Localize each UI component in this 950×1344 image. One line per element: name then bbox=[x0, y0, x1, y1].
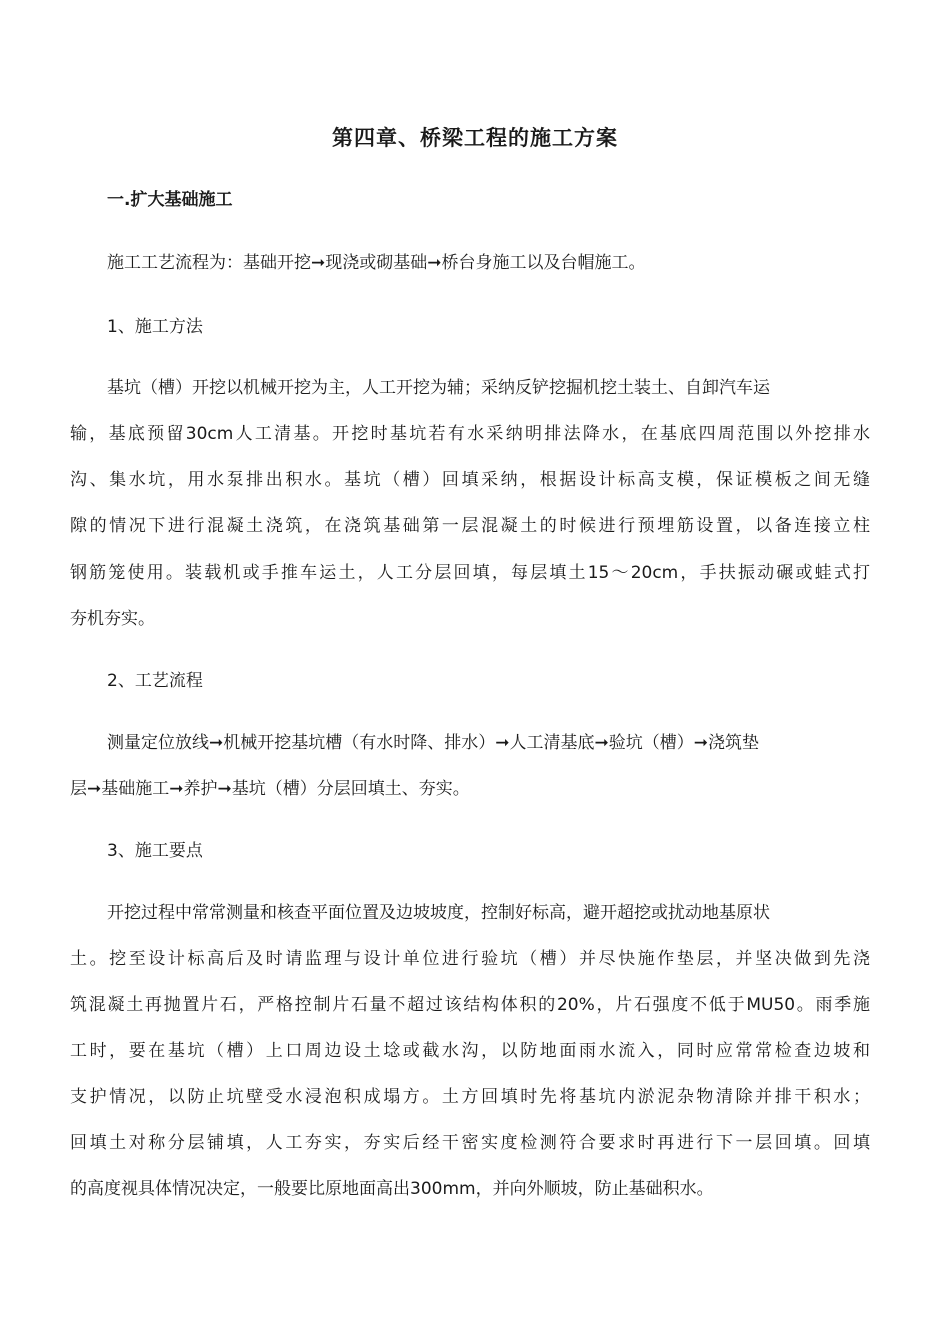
paragraph-line: 支护情况，以防止坑壁受水浸泡积成塌方。土方回填时先将基坑内淤泥杂物清除并排干积水； bbox=[70, 1087, 870, 1107]
sub-heading-method: 1、施工方法 bbox=[107, 317, 203, 337]
paragraph-line: 筑混凝土再抛置片石，严格控制片石量不超过该结构体积的20%，片石强度不低于MU50。雨季施 bbox=[70, 995, 870, 1015]
paragraph-line: 测量定位放线➞机械开挖基坑槽（有水时降、排水）➞人工清基底➞验坑（槽）➞浇筑垫 bbox=[107, 733, 759, 753]
paragraph-line: 土。挖至设计标高后及时请监理与设计单位进行验坑（槽）并尽快施作垫层，并坚决做到先浇 bbox=[70, 949, 870, 969]
paragraph-line: 层➞基础施工➞养护➞基坑（槽）分层回填土、夯实。 bbox=[70, 779, 470, 799]
sub-heading-process: 2、工艺流程 bbox=[107, 671, 203, 691]
flow-intro: 施工工艺流程为：基础开挖➞现浇或砌基础➞桥台身施工以及台帽施工。 bbox=[107, 253, 646, 273]
paragraph-line: 工时，要在基坑（槽）上口周边设土埝或截水沟，以防地面雨水流入，同时应常常检查边坡和 bbox=[70, 1041, 870, 1061]
paragraph-line: 基坑（槽）开挖以机械开挖为主，人工开挖为辅；采纳反铲挖掘机挖土装土、自卸汽车运 bbox=[107, 378, 770, 398]
chapter-title: 第四章、桥梁工程的施工方案 bbox=[332, 126, 618, 150]
paragraph-line: 的高度视具体情况决定，一般要比原地面高出300mm，并向外顺坡，防止基础积水。 bbox=[70, 1179, 714, 1199]
paragraph-line: 回填土对称分层铺填，人工夯实，夯实后经干密实度检测符合要求时再进行下一层回填。回填 bbox=[70, 1133, 870, 1153]
paragraph-line: 夯机夯实。 bbox=[70, 609, 155, 629]
paragraph-line: 开挖过程中常常测量和核查平面位置及边坡坡度，控制好标高，避开超挖或扰动地基原状 bbox=[107, 903, 770, 923]
sub-heading-keypoints: 3、施工要点 bbox=[107, 841, 203, 861]
paragraph-line: 输，基底预留30cm人工清基。开挖时基坑若有水采纳明排法降水，在基底四周范围以外挖排水 bbox=[70, 424, 870, 444]
section-heading: 一.扩大基础施工 bbox=[107, 190, 233, 210]
paragraph-line: 钢筋笼使用。装载机或手推车运土，人工分层回填，每层填土15～20cm，手扶振动碾或蛙式打 bbox=[70, 563, 870, 583]
paragraph-line: 隙的情况下进行混凝土浇筑，在浇筑基础第一层混凝土的时候进行预埋筋设置，以备连接立柱 bbox=[70, 516, 870, 536]
paragraph-line: 沟、集水坑，用水泵排出积水。基坑（槽）回填采纳，根据设计标高支模，保证模板之间无缝 bbox=[70, 470, 870, 490]
